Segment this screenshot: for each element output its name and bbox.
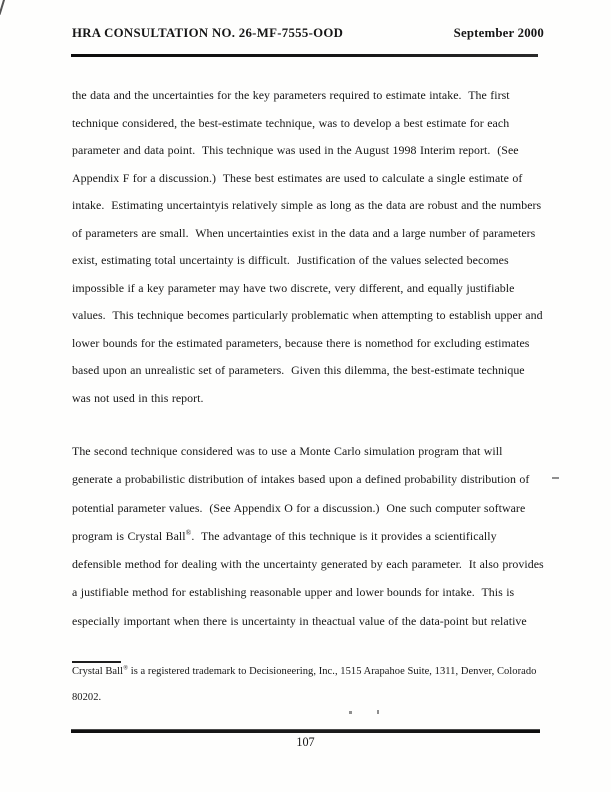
- text-line: The second technique considered was to use a Monte Carlo simulation program that will: [72, 444, 503, 458]
- registered-trademark-symbol: ®: [123, 664, 129, 672]
- page-number: 107: [296, 735, 315, 749]
- text-line: a justifiable method for establishing reasonable upper and lower bounds for intake. This is: [72, 585, 515, 600]
- text-line: defensible method for dealing with the uncertainty generated by each parameter. It also provides: [72, 557, 544, 572]
- paragraph-monte-carlo-technique: [72, 444, 544, 642]
- text-line: based upon an unrealistic set of parameters. Given this dilemma, the best-estimate technique: [72, 363, 525, 377]
- footer-rule: [71, 729, 540, 733]
- text-line: parameter and data point. This technique was used in the August 1998 Interim report. (See: [72, 143, 519, 157]
- text-line: potential parameter values. (See Appendix O for a discussion.) One such computer software: [72, 500, 526, 515]
- text-segment: is a registered trademark to Decisioneering, Inc., 1515 Arapahoe Suite, 1311, Denver, Colorado: [128, 666, 537, 677]
- text-line: 80202.: [72, 691, 102, 703]
- text-line: intake. Estimating uncertaintyis relatively simple as long as the data are robust and the numbers: [72, 198, 542, 212]
- text-line: Appendix F for a discussion.) These best estimates are used to calculate a single estimate of: [72, 170, 523, 185]
- text-line: of parameters are small. When uncertainties exist in the data and a large number of parameters: [72, 225, 536, 240]
- text-line: [72, 666, 536, 692]
- text-line: generate a probabilistic distribution of intakes based upon a defined probability distribution of: [72, 472, 530, 487]
- text-line: impossible if a key parameter may have two discrete, very different, and equally justifiable: [72, 280, 515, 295]
- text-line: exist, estimating total uncertainty is difficult. Justification of the values selected becomes: [72, 253, 509, 267]
- text-line: [72, 529, 544, 557]
- text-segment: program is Crystal Ball: [72, 528, 186, 543]
- registered-trademark-symbol: ®: [185, 527, 192, 537]
- header-document-number: HRA CONSULTATION NO. 26-MF-7555-OOD: [72, 26, 344, 40]
- text-line: values. This technique becomes particularly problematic when attempting to establish upper and: [72, 308, 543, 322]
- text-line: especially important when there is uncertainty in theactual value of the data-point but relative: [72, 613, 527, 628]
- paragraph-best-estimate-technique: [72, 88, 543, 418]
- scan-artifact-corner-mark: [0, 0, 5, 15]
- header-rule: [71, 54, 538, 57]
- header-date: September 2000: [453, 26, 544, 40]
- footnote-separator-rule: [72, 661, 121, 663]
- scan-artifact-speck: [377, 710, 379, 714]
- text-line: the data and the uncertainties for the key parameters required to estimate intake. The first: [72, 88, 510, 102]
- text-line: technique considered, the best-estimate technique, was to develop a best estimate for each: [72, 115, 510, 130]
- scan-artifact-speck: [552, 477, 559, 479]
- text-segment: . The advantage of this technique is it provides a scientifically: [191, 528, 497, 543]
- footnote-crystal-ball-trademark: [72, 666, 536, 717]
- scan-artifact-speck: [349, 711, 352, 714]
- text-segment: Crystal Ball: [72, 666, 124, 677]
- text-line: lower bounds for the estimated parameters, because there is nomethod for excluding estimates: [72, 335, 530, 350]
- text-line: was not used in this report.: [72, 390, 204, 405]
